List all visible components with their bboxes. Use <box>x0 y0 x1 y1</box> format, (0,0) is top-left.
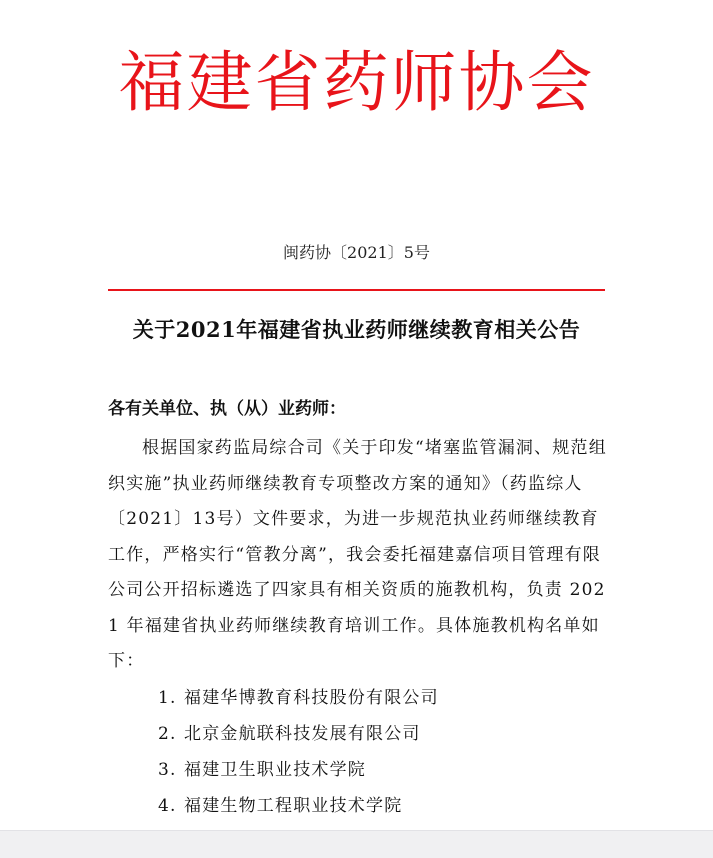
list-item-name: 福建生物工程职业技术学院 <box>184 796 403 816</box>
list-item <box>158 752 608 788</box>
list-item-number: 4. <box>158 796 177 816</box>
list-item <box>158 788 608 824</box>
viewer-bottom-bar <box>0 830 713 858</box>
list-item <box>158 680 608 716</box>
list-item-name: 北京金航联科技发展有限公司 <box>184 724 421 744</box>
red-divider <box>108 289 605 291</box>
list-item <box>158 716 608 752</box>
organization-header: 福建省药师协会 <box>118 44 595 121</box>
list-item-number: 2. <box>158 724 177 744</box>
list-item-number: 3. <box>158 760 177 780</box>
institution-list <box>158 680 608 824</box>
list-item-name: 福建华博教育科技股份有限公司 <box>184 688 439 708</box>
list-item-name: 福建卫生职业技术学院 <box>184 760 366 780</box>
document-title: 关于2021年福建省执业药师继续教育相关公告 <box>132 317 581 342</box>
document-number: 闽药协〔2021〕5号 <box>283 243 430 262</box>
body-paragraph: 根据国家药监局综合司《关于印发“堵塞监管漏洞、规范组织实施”执业药师继续教育专项整改方案的通知》（药监综人〔2021〕13号）文件要求，为进一步规范执业药师继续教育工作，严格实行“管教分离”，我会委托福建嘉信项目管理有限公司公开招标遴选了四家具有相关资质的施教机构，负责 2021 年福建省执业药师继续教育培训工作。具体施教机构名单如下： <box>108 438 607 671</box>
list-item-number: 1. <box>158 688 177 708</box>
salutation: 各有关单位、执（从）业药师： <box>108 399 346 419</box>
